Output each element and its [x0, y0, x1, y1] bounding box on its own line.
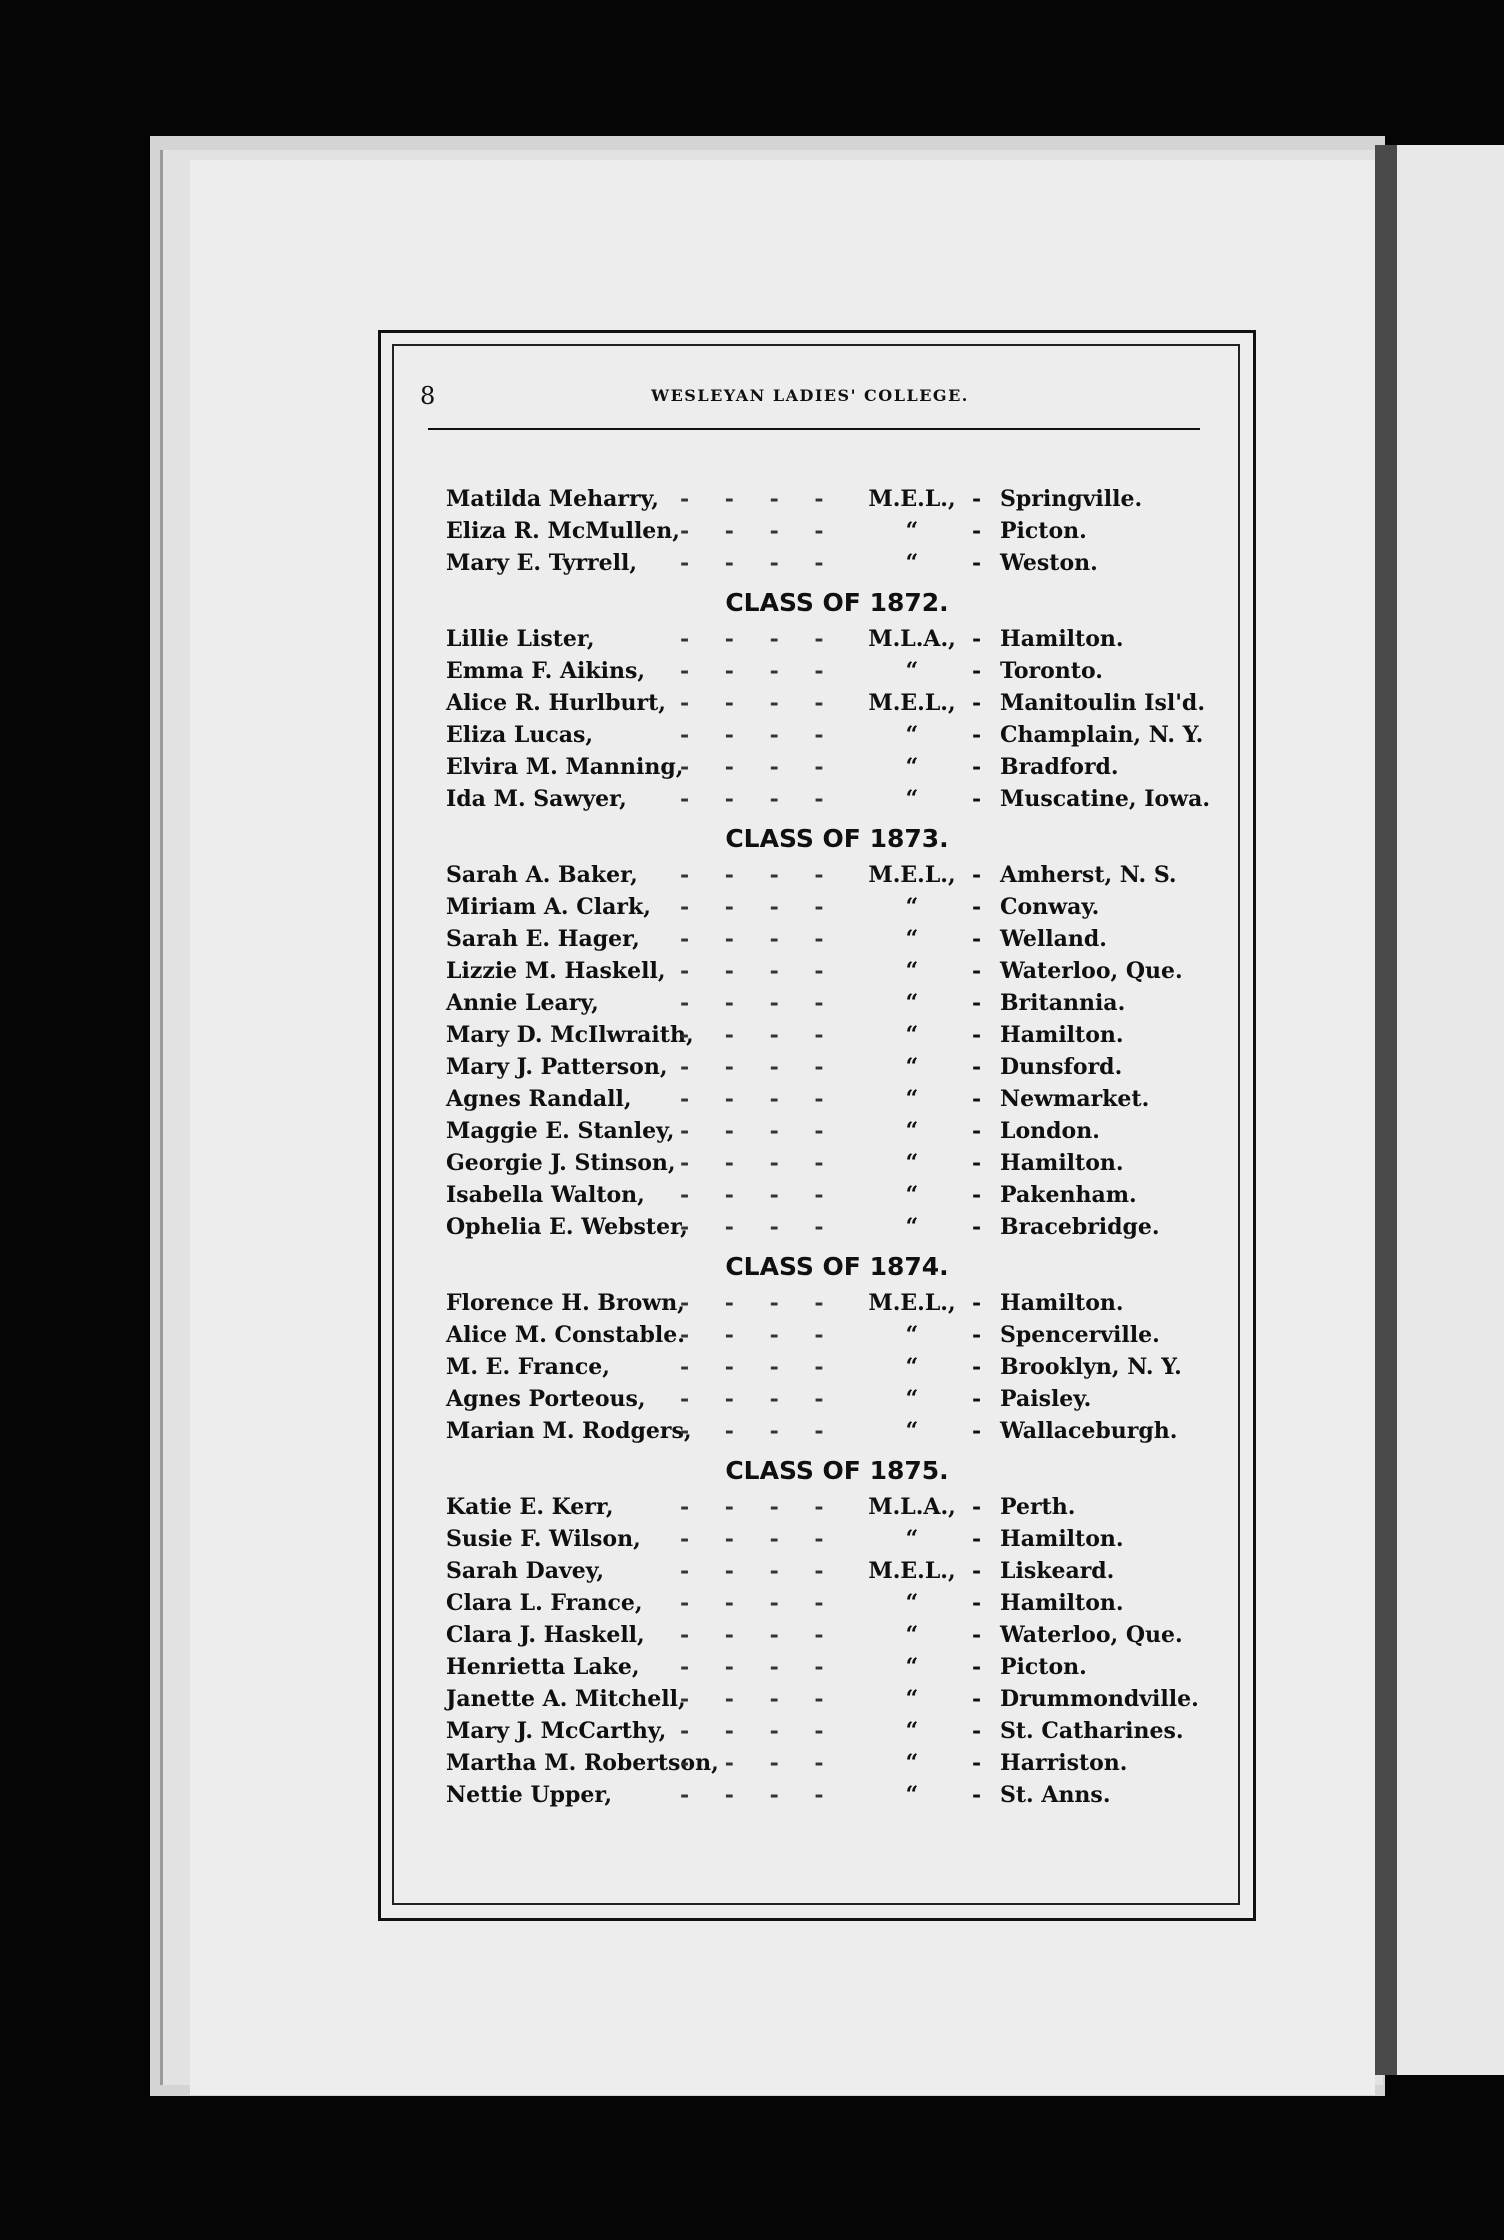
graduate-row [442, 1018, 1232, 1050]
graduate-name: Mary J. McCarthy, [446, 1718, 667, 1744]
graduate-row [442, 1082, 1232, 1114]
book-gutter [1375, 145, 1397, 2075]
page-header [420, 380, 1200, 420]
graduate-row [442, 1714, 1232, 1746]
graduate-row [442, 546, 1232, 578]
degree: M.E.L., [868, 1558, 956, 1584]
leader-dots: - - - - [680, 1354, 838, 1380]
leader-dots: - - - - [680, 1750, 838, 1776]
leader-dash: - [972, 1386, 982, 1412]
graduate-name: Alice M. Constable. [446, 1322, 685, 1348]
leader-dots: - - - - [680, 1322, 838, 1348]
graduate-name: Clara L. France, [446, 1590, 643, 1616]
degree: “ [905, 550, 919, 576]
degree: “ [905, 722, 919, 748]
degree: “ [905, 1526, 919, 1552]
degree: “ [905, 786, 919, 812]
leader-dash: - [972, 1686, 982, 1712]
graduate-row [442, 1178, 1232, 1210]
leader-dash: - [972, 1782, 982, 1808]
graduate-name: Lillie Lister, [446, 626, 595, 652]
graduate-name: Georgie J. Stinson, [446, 1150, 676, 1176]
graduate-row [442, 986, 1232, 1018]
leader-dash: - [972, 1290, 982, 1316]
leader-dash: - [972, 990, 982, 1016]
graduate-name: Eliza Lucas, [446, 722, 594, 748]
degree: “ [905, 1418, 919, 1444]
graduate-name: Eliza R. McMullen, [446, 518, 680, 544]
graduate-row [442, 482, 1232, 514]
leader-dash: - [972, 862, 982, 888]
leader-dots: - - - - [680, 1558, 838, 1584]
leader-dots: - - - - [680, 722, 838, 748]
hometown: Weston. [1000, 550, 1098, 576]
leader-dots: - - - - [680, 990, 838, 1016]
leader-dash: - [972, 1086, 982, 1112]
hometown: Manitoulin Isl'd. [1000, 690, 1205, 716]
leader-dots: - - - - [680, 1290, 838, 1316]
hometown: Picton. [1000, 1654, 1087, 1680]
leader-dots: - - - - [680, 1782, 838, 1808]
graduate-row [442, 1682, 1232, 1714]
hometown: Bradford. [1000, 754, 1119, 780]
graduate-row [442, 954, 1232, 986]
graduate-name: Martha M. Robertson, [446, 1750, 719, 1776]
hometown: Hamilton. [1000, 1150, 1124, 1176]
leader-dash: - [972, 518, 982, 544]
hometown: Paisley. [1000, 1386, 1092, 1412]
leader-dash: - [972, 1750, 982, 1776]
graduate-row [442, 1778, 1232, 1810]
degree: “ [905, 1590, 919, 1616]
graduate-name: Nettie Upper, [446, 1782, 613, 1808]
leader-dash: - [972, 690, 982, 716]
hometown: London. [1000, 1118, 1100, 1144]
leader-dash: - [972, 1418, 982, 1444]
leader-dash: - [972, 1214, 982, 1240]
graduate-name: Agnes Randall, [446, 1086, 632, 1112]
leader-dots: - - - - [680, 1214, 838, 1240]
leader-dash: - [972, 1622, 982, 1648]
degree: “ [905, 1322, 919, 1348]
leader-dots: - - - - [680, 1150, 838, 1176]
hometown: Picton. [1000, 518, 1087, 544]
leader-dots: - - - - [680, 658, 838, 684]
hometown: St. Anns. [1000, 1782, 1111, 1808]
hometown: Hamilton. [1000, 626, 1124, 652]
hometown: Bracebridge. [1000, 1214, 1160, 1240]
graduate-name: Sarah E. Hager, [446, 926, 640, 952]
hometown: Hamilton. [1000, 1022, 1124, 1048]
graduate-row [442, 750, 1232, 782]
graduate-row [442, 1746, 1232, 1778]
graduate-name: Katie E. Kerr, [446, 1494, 614, 1520]
leader-dots: - - - - [680, 926, 838, 952]
facing-page [1397, 145, 1504, 2075]
graduate-name: Alice R. Hurlburt, [446, 690, 666, 716]
leader-dots: - - - - [680, 1622, 838, 1648]
degree: “ [905, 754, 919, 780]
degree: “ [905, 1354, 919, 1380]
graduate-row [442, 1490, 1232, 1522]
graduate-row [442, 654, 1232, 686]
graduate-name: Janette A. Mitchell, [446, 1686, 686, 1712]
graduate-name: Emma F. Aikins, [446, 658, 646, 684]
graduate-name: Sarah Davey, [446, 1558, 605, 1584]
graduate-name: Elvira M. Manning, [446, 754, 684, 780]
leader-dots: - - - - [680, 1494, 838, 1520]
graduate-name: Florence H. Brown, [446, 1290, 685, 1316]
graduate-row [442, 1350, 1232, 1382]
graduate-row [442, 1554, 1232, 1586]
graduate-row [442, 1318, 1232, 1350]
graduate-row [442, 1286, 1232, 1318]
leader-dash: - [972, 894, 982, 920]
graduate-name: Miriam A. Clark, [446, 894, 651, 920]
graduate-name: Susie F. Wilson, [446, 1526, 641, 1552]
degree: “ [905, 1214, 919, 1240]
degree: “ [905, 1022, 919, 1048]
hometown: Pakenham. [1000, 1182, 1137, 1208]
hometown: Drummondville. [1000, 1686, 1199, 1712]
leader-dots: - - - - [680, 1590, 838, 1616]
hometown: Spencerville. [1000, 1322, 1160, 1348]
hometown: Conway. [1000, 894, 1100, 920]
graduate-name: Mary E. Tyrrell, [446, 550, 638, 576]
graduate-list [442, 482, 1232, 1810]
graduate-name: Annie Leary, [446, 990, 599, 1016]
class-heading: CLASS OF 1873. [725, 824, 949, 853]
hometown: Perth. [1000, 1494, 1076, 1520]
class-heading: CLASS OF 1874. [725, 1252, 949, 1281]
graduate-row [442, 782, 1232, 814]
page-number: 8 [420, 382, 436, 410]
leader-dots: - - - - [680, 626, 838, 652]
graduate-name: Matilda Meharry, [446, 486, 659, 512]
graduate-name: Henrietta Lake, [446, 1654, 640, 1680]
graduate-name: Mary J. Patterson, [446, 1054, 668, 1080]
graduate-row [442, 1586, 1232, 1618]
degree: “ [905, 518, 919, 544]
hometown: Muscatine, Iowa. [1000, 786, 1211, 812]
leader-dots: - - - - [680, 1182, 838, 1208]
leader-dots: - - - - [680, 862, 838, 888]
degree: “ [905, 1686, 919, 1712]
degree: “ [905, 1750, 919, 1776]
leader-dash: - [972, 1718, 982, 1744]
hometown: Amherst, N. S. [1000, 862, 1177, 888]
degree: “ [905, 1182, 919, 1208]
leader-dash: - [972, 626, 982, 652]
degree: “ [905, 1054, 919, 1080]
graduate-name: Isabella Walton, [446, 1182, 645, 1208]
degree: “ [905, 1118, 919, 1144]
leader-dash: - [972, 1118, 982, 1144]
degree: “ [905, 990, 919, 1016]
degree: M.L.A., [868, 626, 956, 652]
graduate-row [442, 858, 1232, 890]
graduate-name: Agnes Porteous, [446, 1386, 646, 1412]
leader-dash: - [972, 1558, 982, 1584]
graduate-name: Mary D. McIlwraith, [446, 1022, 694, 1048]
hometown: Wallaceburgh. [1000, 1418, 1178, 1444]
leader-dots: - - - - [680, 1526, 838, 1552]
leader-dash: - [972, 754, 982, 780]
leader-dots: - - - - [680, 1718, 838, 1744]
class-heading: CLASS OF 1875. [725, 1456, 949, 1485]
degree: “ [905, 1086, 919, 1112]
graduate-row [442, 1210, 1232, 1242]
graduate-row [442, 1146, 1232, 1178]
graduate-name: Maggie E. Stanley, [446, 1118, 675, 1144]
leader-dots: - - - - [680, 486, 838, 512]
hometown: Newmarket. [1000, 1086, 1150, 1112]
leader-dash: - [972, 658, 982, 684]
hometown: Welland. [1000, 926, 1107, 952]
hometown: Brooklyn, N. Y. [1000, 1354, 1182, 1380]
graduate-row [442, 718, 1232, 750]
graduate-row [442, 890, 1232, 922]
leader-dots: - - - - [680, 1418, 838, 1444]
graduate-name: Ophelia E. Webster, [446, 1214, 688, 1240]
leader-dash: - [972, 1590, 982, 1616]
hometown: Liskeard. [1000, 1558, 1115, 1584]
graduate-name: Clara J. Haskell, [446, 1622, 645, 1648]
leader-dots: - - - - [680, 1054, 838, 1080]
leader-dots: - - - - [680, 1022, 838, 1048]
leader-dots: - - - - [680, 1118, 838, 1144]
hometown: Waterloo, Que. [1000, 958, 1183, 984]
graduate-row [442, 1050, 1232, 1082]
hometown: Toronto. [1000, 658, 1103, 684]
leader-dash: - [972, 1054, 982, 1080]
leader-dash: - [972, 1182, 982, 1208]
leader-dots: - - - - [680, 894, 838, 920]
leader-dots: - - - - [680, 958, 838, 984]
leader-dash: - [972, 1022, 982, 1048]
graduate-name: Ida M. Sawyer, [446, 786, 627, 812]
hometown: Dunsford. [1000, 1054, 1123, 1080]
degree: “ [905, 1782, 919, 1808]
graduate-row [442, 1618, 1232, 1650]
hometown: Britannia. [1000, 990, 1126, 1016]
degree: “ [905, 1654, 919, 1680]
graduate-row [442, 514, 1232, 546]
leader-dash: - [972, 486, 982, 512]
running-head: WESLEYAN LADIES' COLLEGE. [651, 386, 969, 405]
degree: “ [905, 1150, 919, 1176]
degree: “ [905, 958, 919, 984]
degree: “ [905, 1718, 919, 1744]
graduate-name: M. E. France, [446, 1354, 610, 1380]
leader-dots: - - - - [680, 550, 838, 576]
leader-dots: - - - - [680, 1686, 838, 1712]
degree: M.E.L., [868, 1290, 956, 1316]
leader-dash: - [972, 722, 982, 748]
graduate-row [442, 1650, 1232, 1682]
leader-dots: - - - - [680, 1386, 838, 1412]
degree: M.E.L., [868, 486, 956, 512]
leader-dash: - [972, 786, 982, 812]
leader-dots: - - - - [680, 518, 838, 544]
leader-dash: - [972, 958, 982, 984]
leader-dash: - [972, 1654, 982, 1680]
degree: “ [905, 894, 919, 920]
hometown: St. Catharines. [1000, 1718, 1184, 1744]
graduate-row [442, 1114, 1232, 1146]
leader-dash: - [972, 1526, 982, 1552]
leader-dots: - - - - [680, 786, 838, 812]
graduate-name: Lizzie M. Haskell, [446, 958, 666, 984]
hometown: Champlain, N. Y. [1000, 722, 1204, 748]
class-heading: CLASS OF 1872. [725, 588, 949, 617]
degree: “ [905, 926, 919, 952]
leader-dots: - - - - [680, 690, 838, 716]
graduate-name: Sarah A. Baker, [446, 862, 638, 888]
degree: “ [905, 658, 919, 684]
degree: M.E.L., [868, 862, 956, 888]
hometown: Hamilton. [1000, 1590, 1124, 1616]
graduate-row [442, 1414, 1232, 1446]
degree: “ [905, 1386, 919, 1412]
leader-dash: - [972, 1354, 982, 1380]
hometown: Hamilton. [1000, 1290, 1124, 1316]
hometown: Springville. [1000, 486, 1143, 512]
graduate-row [442, 922, 1232, 954]
hometown: Harriston. [1000, 1750, 1128, 1776]
degree: M.E.L., [868, 690, 956, 716]
graduate-row [442, 1522, 1232, 1554]
leader-dash: - [972, 926, 982, 952]
hometown: Hamilton. [1000, 1526, 1124, 1552]
graduate-name: Marian M. Rodgers, [446, 1418, 692, 1444]
leader-dash: - [972, 550, 982, 576]
graduate-row [442, 1382, 1232, 1414]
leader-dots: - - - - [680, 1654, 838, 1680]
leader-dash: - [972, 1150, 982, 1176]
header-rule [428, 428, 1200, 430]
degree: “ [905, 1622, 919, 1648]
leader-dots: - - - - [680, 1086, 838, 1112]
graduate-row [442, 622, 1232, 654]
leader-dash: - [972, 1322, 982, 1348]
degree: M.L.A., [868, 1494, 956, 1520]
graduate-row [442, 686, 1232, 718]
hometown: Waterloo, Que. [1000, 1622, 1183, 1648]
leader-dots: - - - - [680, 754, 838, 780]
leader-dash: - [972, 1494, 982, 1520]
